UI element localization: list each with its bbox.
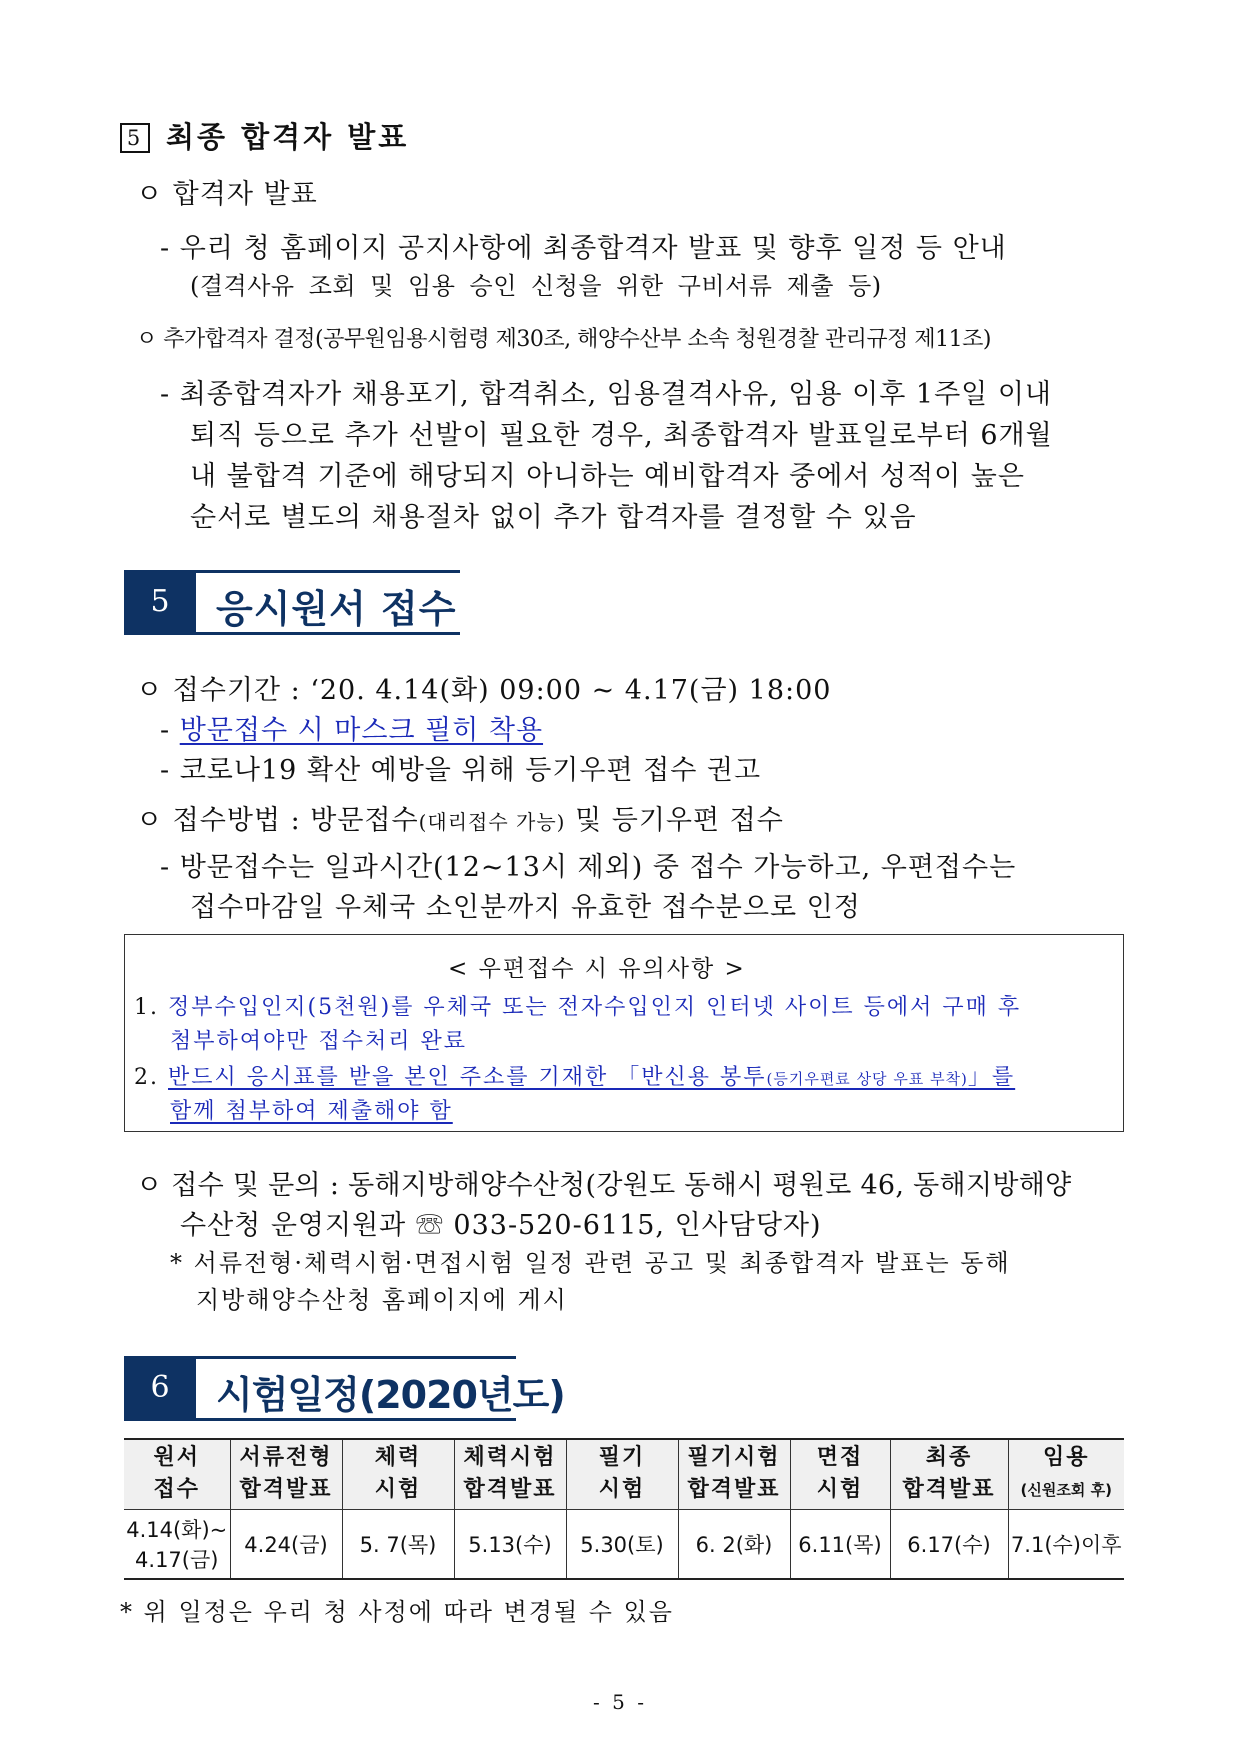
application-method [136,798,784,837]
announce-detail-2: (결격사유 조회 및 임용 승인 신청을 위한 구비서류 제출 등) [190,272,882,300]
schedule-notice-line-1: * 서류전형·체력시험·면접시험 일정 관련 공고 및 최종합격자 발표는 동해 [170,1249,1011,1277]
date-written-test: 5.30(토) [566,1509,678,1579]
final-results-heading [120,115,409,156]
additional-pass-detail-2: 퇴직 등으로 추가 선발이 필요한 경우, 최종합격자 발표일로부터 6개월 [190,420,1053,451]
notice-item-1-number: 1. [134,995,159,1020]
notice-item-1-cont: 첨부하여야만 접수처리 완료 [170,1029,468,1054]
date-fitness-result: 5.13(수) [454,1509,566,1579]
date-application: 4.14(화)~ 4.17(금) [124,1509,230,1579]
notice-item-1-text: 정부수입인지(5천원)를 우체국 또는 전자수입인지 인터넷 사이트 등에서 구매 후 [168,995,1022,1020]
header-fitness-test: 체력 시험 [342,1439,454,1509]
contact-line-2: 수산청 운영지원과 ☏ 033-520-6115, 인사담당자) [180,1210,822,1241]
notice-item-2-main: 반드시 응시표를 받을 본인 주소를 기재한 「반신용 봉투 [168,1065,767,1090]
notice-item-2-small: (등기우편료 상당 우표 부착) [766,1070,968,1088]
header-written-result: 필기시험 합격발표 [678,1439,790,1509]
date-fitness-test: 5. 7(목) [342,1509,454,1579]
notice-item-2-end: 」를 [967,1065,1016,1090]
additional-pass-detail-4: 순서로 별도의 채용절차 없이 추가 합격자를 결정할 수 있음 [190,502,917,533]
method-mail: 및 등기우편 접수 [565,805,784,836]
schedule-notice-line-2: 지방해양수산청 홈페이지에 게시 [196,1286,568,1314]
schedule-section-bottom-rule [124,1418,516,1421]
method-main: ㅇ 접수방법 : 방문접수 [136,805,419,836]
method-proxy-note: (대리접수 가능) [418,810,566,834]
notice-item-2-number: 2. [134,1065,159,1090]
announce-bullet: ㅇ 합격자 발표 [136,179,318,210]
header-interview: 면접 시험 [790,1439,890,1509]
additional-pass-detail-1: - 최종합격자가 채용포기, 합격취소, 임용결격사유, 임용 이후 1주일 이내 [160,379,1053,410]
notice-item-2-text [168,1065,1015,1090]
header-final-result: 최종 합격발표 [890,1439,1008,1509]
method-detail-2: 접수마감일 우체국 소인분까지 유효한 접수분으로 인정 [190,892,861,923]
application-period: ㅇ 접수기간 : ‘20. 4.14(화) 09:00 ~ 4.17(금) 18:00 [136,675,832,706]
method-detail-1: - 방문접수는 일과시간(12~13시 제외) 중 접수 가능하고, 우편접수는 [160,852,1017,883]
header-appointment: 임용 (신원조회 후) [1008,1439,1124,1509]
schedule-header-row [124,1439,1124,1509]
section-bottom-rule [124,632,460,635]
additional-pass-detail-3: 내 불합격 기준에 해당되지 아니하는 예비합격자 중에서 성적이 높은 [190,461,1025,492]
schedule-section-number: 6 [124,1356,196,1420]
additional-pass-bullet: ㅇ 추가합격자 결정(공무원임용시험령 제30조, 해양수산부 소속 청원경찰 관리규정 제11조) [136,327,991,352]
mail-notice-title: < 우편접수 시 유의사항 > [448,956,746,982]
date-final-result: 6.17(수) [890,1509,1008,1579]
date-document-result: 4.24(금) [230,1509,342,1579]
section-number-badge: 5 [124,570,196,634]
date-interview: 6.11(목) [790,1509,890,1579]
header-fitness-result: 체력시험 합격발표 [454,1439,566,1509]
schedule-section-title: 시험일정(2020년도) [216,1373,565,1417]
schedule-footnote: * 위 일정은 우리 청 사정에 따라 변경될 수 있음 [120,1598,674,1626]
section-top-rule [196,570,460,573]
covid-notice: - 코로나19 확산 예방을 위해 등기우편 접수 권고 [160,755,762,786]
schedule-section-top-rule [196,1356,516,1359]
contact-line-1: ㅇ 접수 및 문의 : 동해지방해양수산청(강원도 동해시 평원로 46, 동해지방해양 [136,1170,1072,1201]
mask-notice-text: 방문접수 시 마스크 필히 착용 [179,715,544,746]
date-written-result: 6. 2(화) [678,1509,790,1579]
page-number: - 5 - [593,1690,647,1714]
final-results-title: 최종 합격자 발표 [166,120,410,154]
header-written-test: 필기 시험 [566,1439,678,1509]
schedule-table [124,1438,1124,1580]
notice-item-2-cont: 함께 첨부하여 제출해야 함 [170,1099,453,1124]
date-appointment: 7.1(수)이후 [1008,1509,1124,1579]
header-document-result: 서류전형 합격발표 [230,1439,342,1509]
notice-item-1 [134,990,1021,1021]
application-section-title: 응시원서 접수 [216,587,457,631]
header-application: 원서 접수 [124,1439,230,1509]
schedule-date-row [124,1509,1124,1579]
section-box-number: 5 [120,123,150,153]
announce-detail-1: - 우리 청 홈페이지 공지사항에 최종합격자 발표 및 향후 일정 등 안내 [160,233,1007,264]
notice-item-2 [134,1060,1015,1091]
mask-notice: - 방문접수 시 마스크 필히 착용 [160,715,544,746]
